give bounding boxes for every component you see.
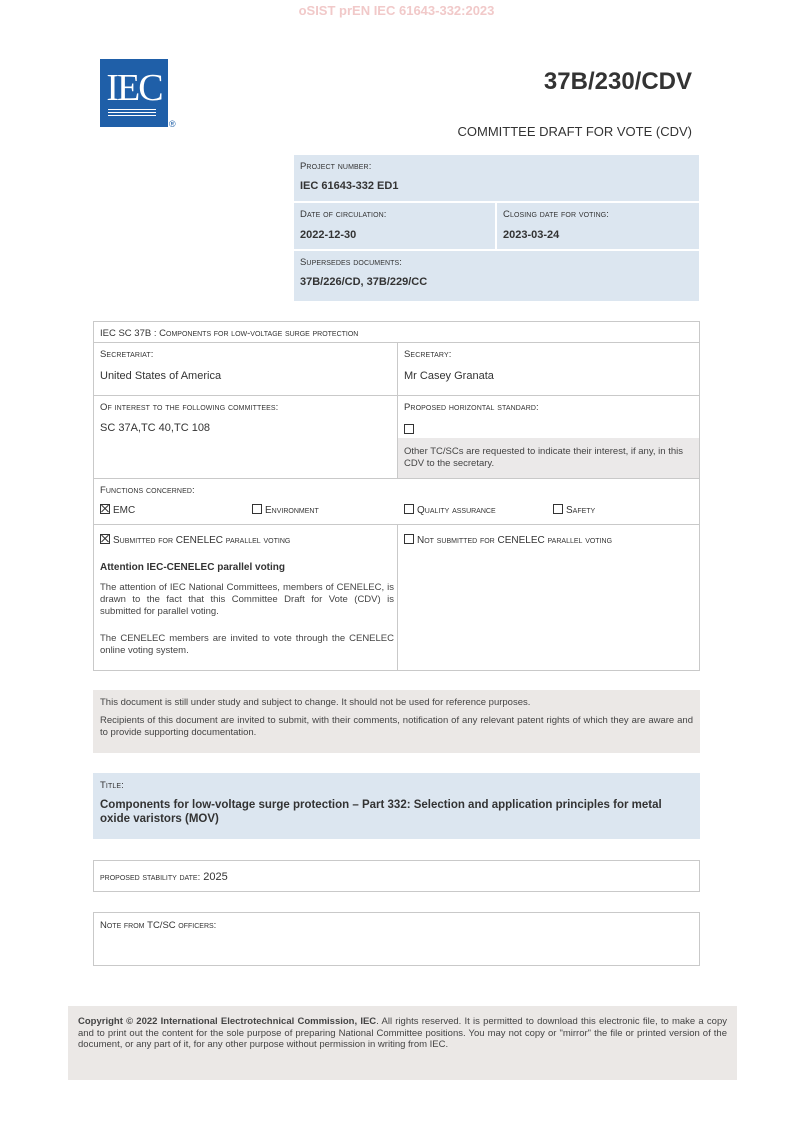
iec-logo bbox=[100, 59, 168, 127]
secretariat-value: United States of America bbox=[100, 370, 222, 382]
logo-text: IEC bbox=[106, 67, 162, 109]
committee-heading bbox=[100, 328, 358, 339]
circulation-value: 2022-12-30 bbox=[300, 229, 357, 241]
members-text: The CENELEC members are invited to vote through the CENELEC online voting system. bbox=[100, 633, 394, 656]
not-submitted-pre: Not submitted for bbox=[417, 535, 498, 546]
function-safety[interactable] bbox=[553, 504, 595, 516]
closing-cell bbox=[497, 203, 699, 249]
submitted-pre: Submitted for bbox=[113, 535, 176, 546]
function-safety-label: Safety bbox=[566, 505, 596, 516]
stability bbox=[100, 871, 228, 883]
notice-box bbox=[93, 690, 700, 753]
not-submitted-post: parallel voting bbox=[544, 535, 613, 546]
attention-text: The attention of IEC National Committees, members of CENELEC, is drawn to the fact that this Committee Draft for Vote (CDV) is submitted for parallel voting. bbox=[100, 582, 394, 617]
safety-checkbox[interactable] bbox=[553, 504, 563, 514]
rule bbox=[93, 478, 700, 479]
notice-line2: Recipients of this document are invited to submit, with their comments, notification of any relevant patent rights of which they are aware and to provide supporting documentation. bbox=[100, 715, 693, 738]
note-pre: Note from bbox=[100, 920, 148, 931]
project-number-cell bbox=[294, 155, 699, 201]
emc-checkbox[interactable] bbox=[100, 504, 110, 514]
submitted-checkbox[interactable] bbox=[100, 534, 110, 544]
watermark: oSIST prEN IEC 61643-332:2023 bbox=[298, 3, 495, 18]
supersedes-label: Supersedes documents: bbox=[300, 257, 403, 268]
committee-name: Components for low-voltage surge protection bbox=[159, 328, 359, 339]
circulation-label: Date of circulation: bbox=[300, 209, 387, 220]
title-box bbox=[93, 773, 700, 839]
stability-value: 2025 bbox=[203, 871, 228, 883]
doc-number: 37B/230/CDV bbox=[543, 68, 692, 95]
project-number-value: IEC 61643-332 ED1 bbox=[300, 180, 399, 192]
horizontal-checkbox[interactable] bbox=[404, 420, 417, 438]
notice-line1: This document is still under study and subject to change. It should not be used for reference purposes. bbox=[100, 697, 531, 708]
doc-type: COMMITTEE DRAFT FOR VOTE (CDV) bbox=[457, 124, 692, 139]
note-mid: TC/SC bbox=[147, 920, 176, 931]
copyright-rest: . All rights reserved. It is permitted to download this electronic file, to make a copy and to print out the content for the sole purpose of preparing National Committee positions. You may not copy or "mirror" the file or printed version of the document, or any part of it, for any other purpose without permission in writing from IEC. bbox=[78, 1016, 727, 1050]
function-quality[interactable] bbox=[404, 504, 496, 516]
title-value: Components for low-voltage surge protection – Part 332: Selection and application principles for metal oxide varistors (MOV) bbox=[100, 799, 662, 825]
submitted-name: CENELEC bbox=[175, 535, 224, 546]
secretary-value: Mr Casey Granata bbox=[404, 370, 494, 382]
submitted-post: parallel voting bbox=[223, 535, 291, 546]
copyright-text bbox=[78, 1016, 727, 1051]
secretariat-label: Secretariat: bbox=[100, 349, 154, 360]
environment-checkbox[interactable] bbox=[252, 504, 262, 514]
committee-code: IEC SC 37B : bbox=[100, 328, 157, 339]
not-submitted-cenelec[interactable] bbox=[404, 534, 612, 546]
not-submitted-checkbox[interactable] bbox=[404, 534, 414, 544]
note-officers-box bbox=[93, 912, 700, 966]
attention-title: Attention IEC-CENELEC parallel voting bbox=[100, 562, 286, 573]
circulation-cell bbox=[294, 203, 495, 249]
functions-label: Functions concerned: bbox=[100, 485, 195, 496]
closing-value: 2023-03-24 bbox=[503, 229, 560, 241]
rule bbox=[397, 524, 398, 671]
note-officers-label bbox=[100, 920, 216, 931]
submitted-cenelec[interactable] bbox=[100, 534, 290, 546]
registered-mark: ® bbox=[169, 119, 176, 129]
stability-label: proposed stability date: bbox=[100, 872, 201, 883]
horizontal-note-cell bbox=[398, 438, 699, 478]
copyright-box bbox=[68, 1006, 737, 1080]
supersedes-value: 37B/226/CD, 37B/229/CC bbox=[300, 276, 428, 288]
function-emc-label: EMC bbox=[113, 505, 136, 516]
note-post: officers: bbox=[175, 920, 217, 931]
horizontal-label: Proposed horizontal standard: bbox=[404, 402, 539, 413]
horizontal-note: Other TC/SCs are requested to indicate their interest, if any, in this CDV to the secretary. bbox=[404, 446, 683, 469]
function-environment[interactable] bbox=[252, 504, 319, 516]
interest-label: Of interest to the following committees: bbox=[100, 402, 279, 413]
function-emc[interactable] bbox=[100, 504, 135, 516]
not-submitted-name: CENELEC bbox=[497, 535, 545, 546]
project-number-label: Project number: bbox=[300, 161, 372, 172]
closing-label: Closing date for voting: bbox=[503, 209, 610, 220]
function-quality-label: Quality assurance bbox=[417, 505, 496, 516]
secretary-label: Secretary: bbox=[404, 349, 452, 360]
quality-checkbox[interactable] bbox=[404, 504, 414, 514]
copyright-bold: Copyright © 2022 International Electrotechnical Commission, IEC bbox=[78, 1016, 377, 1027]
title-label: Title: bbox=[100, 780, 124, 791]
interest-value: SC 37A,TC 40,TC 108 bbox=[100, 422, 211, 434]
supersedes-cell bbox=[294, 251, 699, 301]
function-environment-label: Environment bbox=[265, 505, 319, 516]
logo-lines bbox=[108, 109, 156, 110]
stability-box bbox=[93, 860, 700, 892]
